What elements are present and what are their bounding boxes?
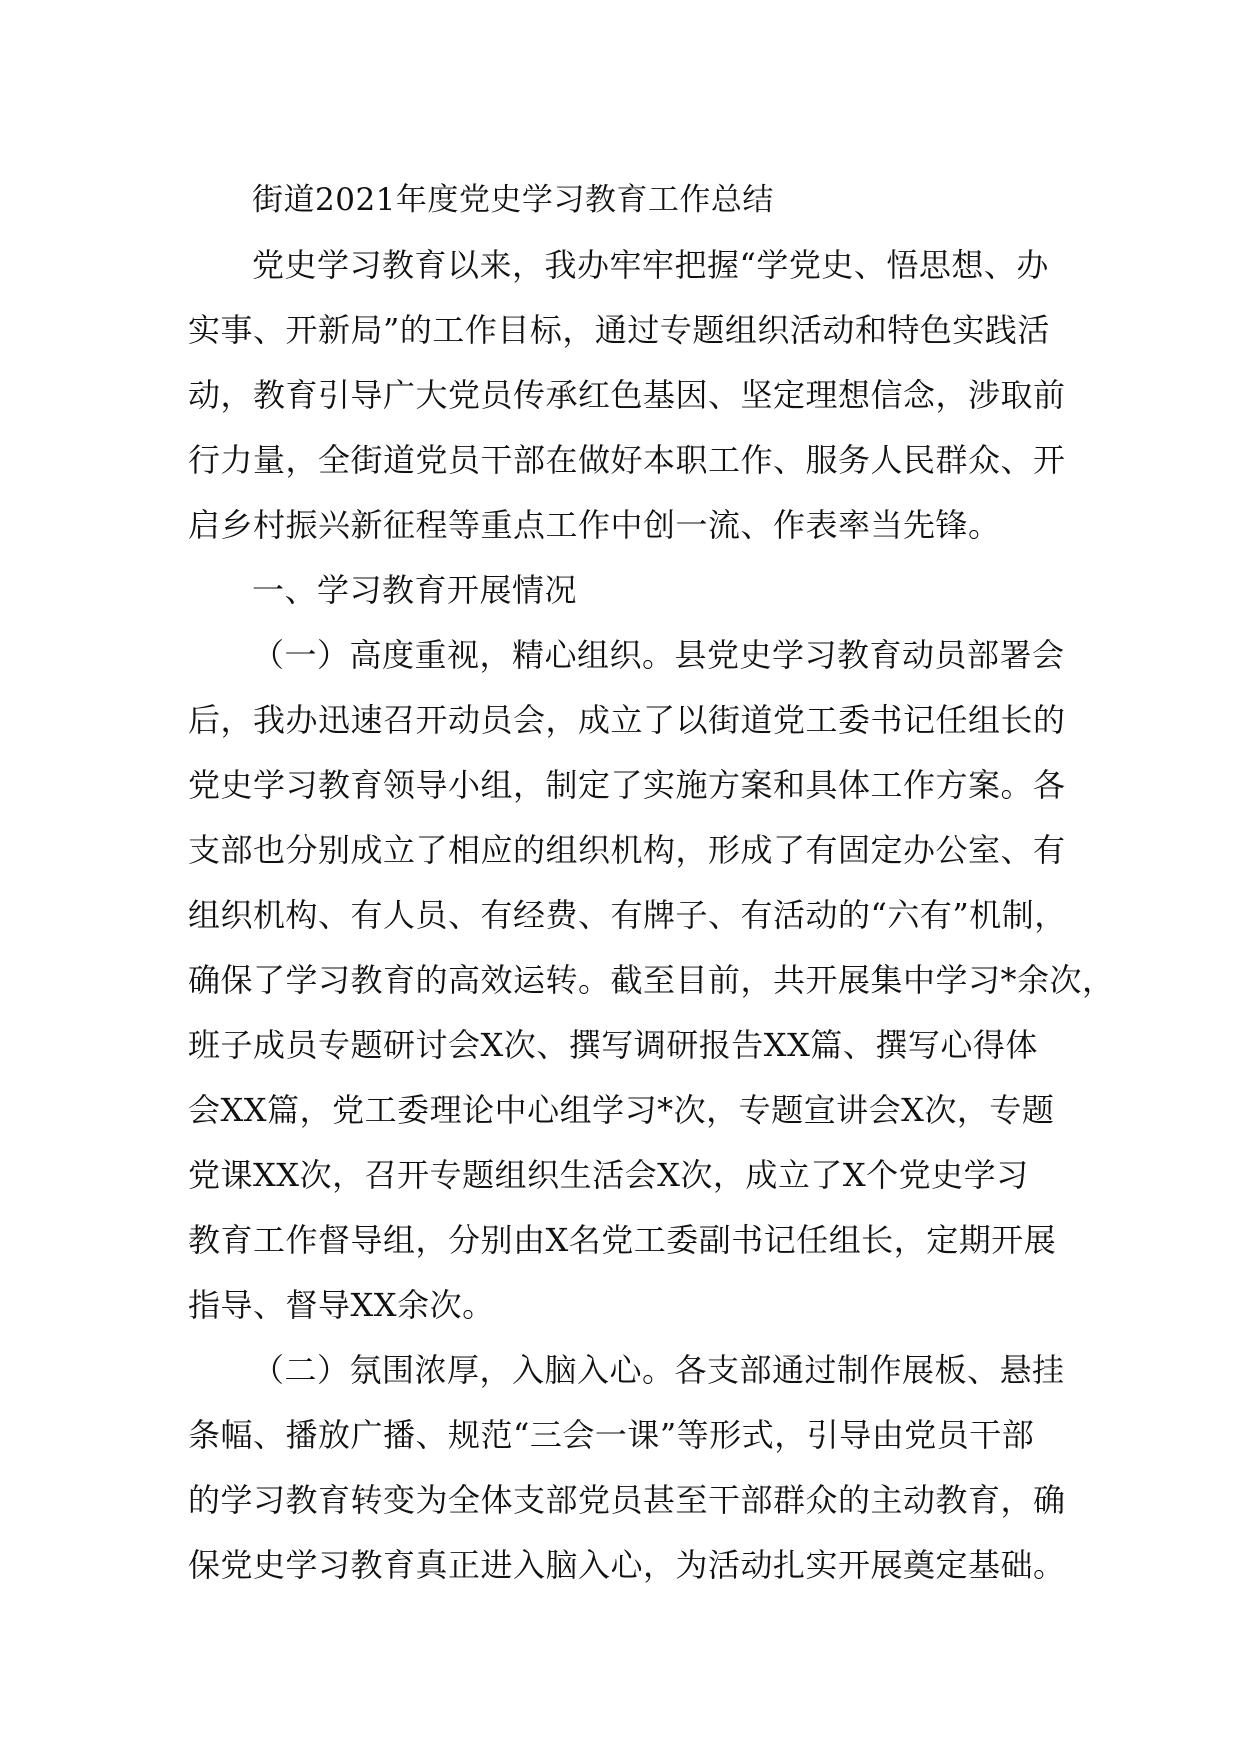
paragraph-line: 班子成员专题研讨会X次、撰写调研报告XX篇、撰写心得体 (188, 1026, 1038, 1064)
section-heading: 一、学习教育开展情况 (252, 571, 578, 609)
paragraph-line: 会XX篇，党工委理论中心组学习*次，专题宣讲会X次，专题 (188, 1091, 1055, 1129)
paragraph-line: 后，我办迅速召开动员会，成立了以街道党工委书记任组长的 (188, 701, 1066, 739)
document-body (188, 168, 1115, 1598)
paragraph-line: 条幅、播放广播、规范“三会一课”等形式，引导由党员干部 (188, 1416, 1035, 1454)
paragraph-line: 党史学习教育领导小组，制定了实施方案和具体工作方案。各 (188, 766, 1066, 804)
paragraph-atmosphere (188, 1338, 1093, 1598)
paragraph-line: 党课XX次，召开专题组织生活会X次，成立了X个党史学习 (188, 1156, 1029, 1194)
paragraph-line: 保党史学习教育真正进入脑入心，为活动扎实开展奠定基础。 (188, 1546, 1066, 1584)
paragraph-line: 党史学习教育以来，我办牢牢把握“学党史、悟思想、办 (252, 246, 1049, 284)
paragraph-line: 的学习教育转变为全体支部党员甚至干部群众的主动教育，确 (188, 1481, 1066, 1519)
paragraph-organization (188, 623, 1115, 1338)
document-title: 街道2021年度党史学习教育工作总结 (252, 182, 774, 218)
paragraph-line: 启乡村振兴新征程等重点工作中创一流、作表率当先锋。 (188, 506, 1001, 544)
paragraph-line: 指导、督导XX余次。 (188, 1286, 495, 1324)
paragraph-line: 组织机构、有人员、有经费、有牌子、有活动的“六有”机制， (188, 896, 1067, 934)
paragraph-line: （一）高度重视，精心组织。县党史学习教育动员部署会 (252, 636, 1065, 674)
paragraph-line: 确保了学习教育的高效运转。截至目前，共开展集中学习*余次， (188, 961, 1115, 999)
paragraph-line: （二）氛围浓厚，入脑入心。各支部通过制作展板、悬挂 (252, 1351, 1065, 1389)
paragraph-line: 实事、开新局”的工作目标，通过专题组织活动和特色实践活 (188, 311, 1050, 349)
intro-paragraph (188, 233, 1093, 558)
paragraph-line: 动，教育引导广大党员传承红色基因、坚定理想信念，涉取前 (188, 376, 1066, 414)
paragraph-line: 行力量，全街道党员干部在做好本职工作、服务人民群众、开 (188, 441, 1066, 479)
paragraph-line: 支部也分别成立了相应的组织机构，形成了有固定办公室、有 (188, 831, 1066, 869)
paragraph-line: 教育工作督导组，分别由X名党工委副书记任组长，定期开展 (188, 1221, 1057, 1259)
